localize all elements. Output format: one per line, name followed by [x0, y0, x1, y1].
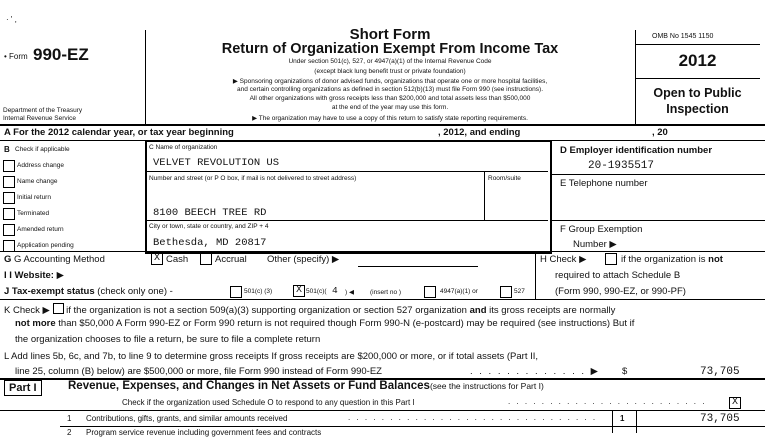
room-divider	[484, 171, 485, 220]
527-label: 527	[514, 288, 525, 295]
header-bottom-rule	[0, 124, 765, 126]
tax-exempt-label: J Tax-exempt status (check only one) -	[4, 286, 173, 297]
line-a-mid: , 2012, and ending	[438, 127, 521, 138]
line-k-text2: not more than $50,000 A Form 990-EZ or Form 990 return is not required though Form 990-N (e-postcard) may be required (see instructions) But if	[15, 318, 635, 329]
form-subtitle-7: ▶ The organization may have to use a copy of this return to satisfy state reporting requirements.	[252, 115, 528, 122]
line-1-box-left	[612, 410, 613, 433]
telephone-label: E Telephone number	[560, 178, 648, 189]
street-caption: Number and street (or P O box, if mail is not delivered to street address)	[149, 175, 357, 182]
form-subtitle-2: (except black lung benefit trust or private foundation)	[314, 68, 466, 75]
4947-label: 4947(a)(1) or	[440, 288, 478, 295]
line-k-text1: K Check ▶ if the organization is not a section 509(a)(3) supporting organization or section 527 organization and its gross receipts are normally	[4, 305, 616, 316]
form-number: 990-EZ	[33, 45, 89, 64]
address-change-label: Address change	[17, 162, 64, 169]
tax-year: 2012	[678, 51, 717, 70]
line-a-end: , 20	[652, 127, 668, 138]
line-1-box-right	[636, 410, 637, 433]
cash-label: Cash	[166, 254, 189, 265]
initial-return-label: Initial return	[17, 194, 51, 201]
org-name-caption: C Name of organization	[149, 144, 218, 151]
telephone-rule	[550, 220, 765, 221]
group-exemption-number: Number ▶	[573, 239, 617, 250]
ein-rule	[550, 174, 765, 175]
city-value[interactable]: Bethesda, MD 20817	[153, 237, 267, 249]
group-exemption-label: F Group Exemption	[560, 224, 643, 235]
ein-value[interactable]: 20-1935517	[588, 160, 655, 172]
schedule-o-dots: . . . . . . . . . . . . . . . . . . . . . . . .	[508, 397, 707, 406]
501c-checkbox[interactable]: X	[293, 285, 305, 297]
other-method-label: Other (specify) ▶	[267, 254, 340, 265]
line-k-checkbox[interactable]	[53, 303, 64, 314]
line-h-text3: (Form 990, 990-EZ, or 990-PF)	[555, 286, 686, 297]
name-change-label: Name change	[17, 178, 58, 185]
form-subtitle-6: at the end of the year may use this form.	[331, 104, 449, 111]
schedule-o-rule	[0, 410, 765, 411]
501c-label: 501(c)(	[306, 288, 327, 295]
schedule-o-text: Check if the organization used Schedule O to respond to any question in this Part I	[122, 398, 415, 407]
section-bcdef-rule	[0, 251, 765, 252]
form-subtitle-4: and certain controlling organizations as defined in section 512(b)(13) must file Form 990 (see instructions).	[236, 86, 543, 93]
short-form-label: Short Form	[349, 26, 431, 43]
schedule-b-checkbox[interactable]	[605, 253, 617, 265]
application-pending-label: Application pending	[17, 242, 74, 249]
year-divider	[635, 78, 760, 79]
website-label: I I Website: ▶	[4, 270, 64, 281]
terminated-checkbox[interactable]	[3, 208, 15, 220]
org-name-rule	[147, 171, 548, 172]
line-2-text: Program service revenue including government fees and contracts	[86, 428, 322, 437]
omb-number: OMB No 1545 1150	[652, 33, 714, 40]
inspection: Inspection	[666, 102, 729, 116]
part-i-title: Revenue, Expenses, and Changes in Net Assets or Fund Balances(see the instructions for Part I)	[68, 380, 544, 392]
4947-checkbox[interactable]	[424, 286, 436, 298]
accrual-checkbox[interactable]	[200, 253, 212, 265]
line-h-label: H Check ▶	[540, 254, 587, 265]
name-change-checkbox[interactable]	[3, 176, 15, 188]
line-1-rule	[60, 426, 765, 427]
street-value[interactable]: 8100 BEECH TREE RD	[153, 207, 267, 219]
line-1-amount[interactable]: 73,705	[700, 413, 740, 425]
terminated-label: Terminated	[17, 210, 50, 217]
line-h-text2: required to attach Schedule B	[555, 270, 681, 281]
501c3-label: 501(c) (3)	[244, 288, 273, 295]
omb-divider	[635, 44, 760, 45]
form-subtitle-1: Under section 501(c), 527, or 4947(a)(1) of the Internal Revenue Code	[288, 58, 492, 65]
stray-marks: · ' ,	[6, 15, 17, 24]
form-title: Return of Organization Exempt From Income Tax	[221, 41, 559, 57]
accounting-method-label: G G Accounting Method	[4, 254, 105, 265]
part-i-label: Part I	[4, 380, 42, 396]
address-change-checkbox[interactable]	[3, 160, 15, 172]
501c-number[interactable]: 4	[332, 285, 338, 296]
open-to-public: Open to Public	[653, 86, 742, 100]
line-j-rule	[0, 299, 765, 300]
dept-irs: Internal Revenue Service	[3, 115, 76, 122]
line-h-divider	[535, 252, 536, 299]
line-l-text2: line 25, column (B) below) are $500,000 or more, file Form 990 instead of Form 990-EZ	[15, 366, 382, 377]
line-1-number: 1	[67, 414, 72, 423]
section-b-title: Check if applicable	[15, 146, 70, 153]
accrual-label: Accrual	[215, 254, 247, 265]
line-2-number: 2	[67, 428, 72, 437]
527-checkbox[interactable]	[500, 286, 512, 298]
line-1-box-number: 1	[620, 414, 625, 423]
ein-label: D Employer identification number	[560, 145, 713, 156]
line-l-dots: . . . . . . . . . . . . . ▶	[470, 366, 600, 377]
gross-receipts-amount[interactable]: 73,705	[700, 366, 740, 378]
line-a-label: A For the 2012 calendar year, or tax year beginning	[4, 127, 234, 138]
org-name-value[interactable]: VELVET REVOLUTION US	[153, 157, 280, 169]
line-h-text1: if the organization is not	[621, 254, 723, 265]
line-l-text1: L Add lines 5b, 6c, and 7b, to line 9 to determine gross receipts If gross receipts are $200,000 or more, or if total assets (Part II,	[4, 351, 539, 362]
form-subtitle-5: All other organizations with gross receipts less than $200,000 and total assets less than $500,000	[249, 95, 531, 102]
cash-checkbox[interactable]: X	[151, 253, 163, 265]
insert-no-label: (insert no )	[370, 289, 402, 296]
line-1-text: Contributions, gifts, grants, and similar amounts received	[86, 414, 288, 423]
line-l-dollar: $	[622, 366, 628, 377]
line-1-dots: . . . . . . . . . . . . . . . . . . . . . . . . . . . . . .	[348, 413, 598, 422]
section-b-letter: B	[4, 145, 10, 154]
amended-return-checkbox[interactable]	[3, 224, 15, 236]
room-caption: Room/suite	[488, 175, 521, 182]
form-subtitle-3: ▶ Sponsoring organizations of donor advised funds, organizations that operate one or more hospital facilities,	[232, 78, 548, 85]
city-caption: City or town, state or country, and ZIP + 4	[149, 223, 269, 230]
501c-close: ) ◀	[345, 289, 354, 296]
line-k-text3: the organization chooses to file a return, be sure to file a complete return	[15, 334, 321, 345]
form-label: • Form	[4, 52, 28, 61]
dept-treasury: Department of the Treasury	[3, 107, 83, 114]
initial-return-checkbox[interactable]	[3, 192, 15, 204]
street-rule	[147, 220, 548, 221]
501c3-checkbox[interactable]	[230, 286, 242, 298]
schedule-o-checkbox[interactable]: X	[729, 397, 741, 409]
amended-return-label: Amended return	[17, 226, 64, 233]
other-method-line[interactable]	[358, 266, 478, 267]
